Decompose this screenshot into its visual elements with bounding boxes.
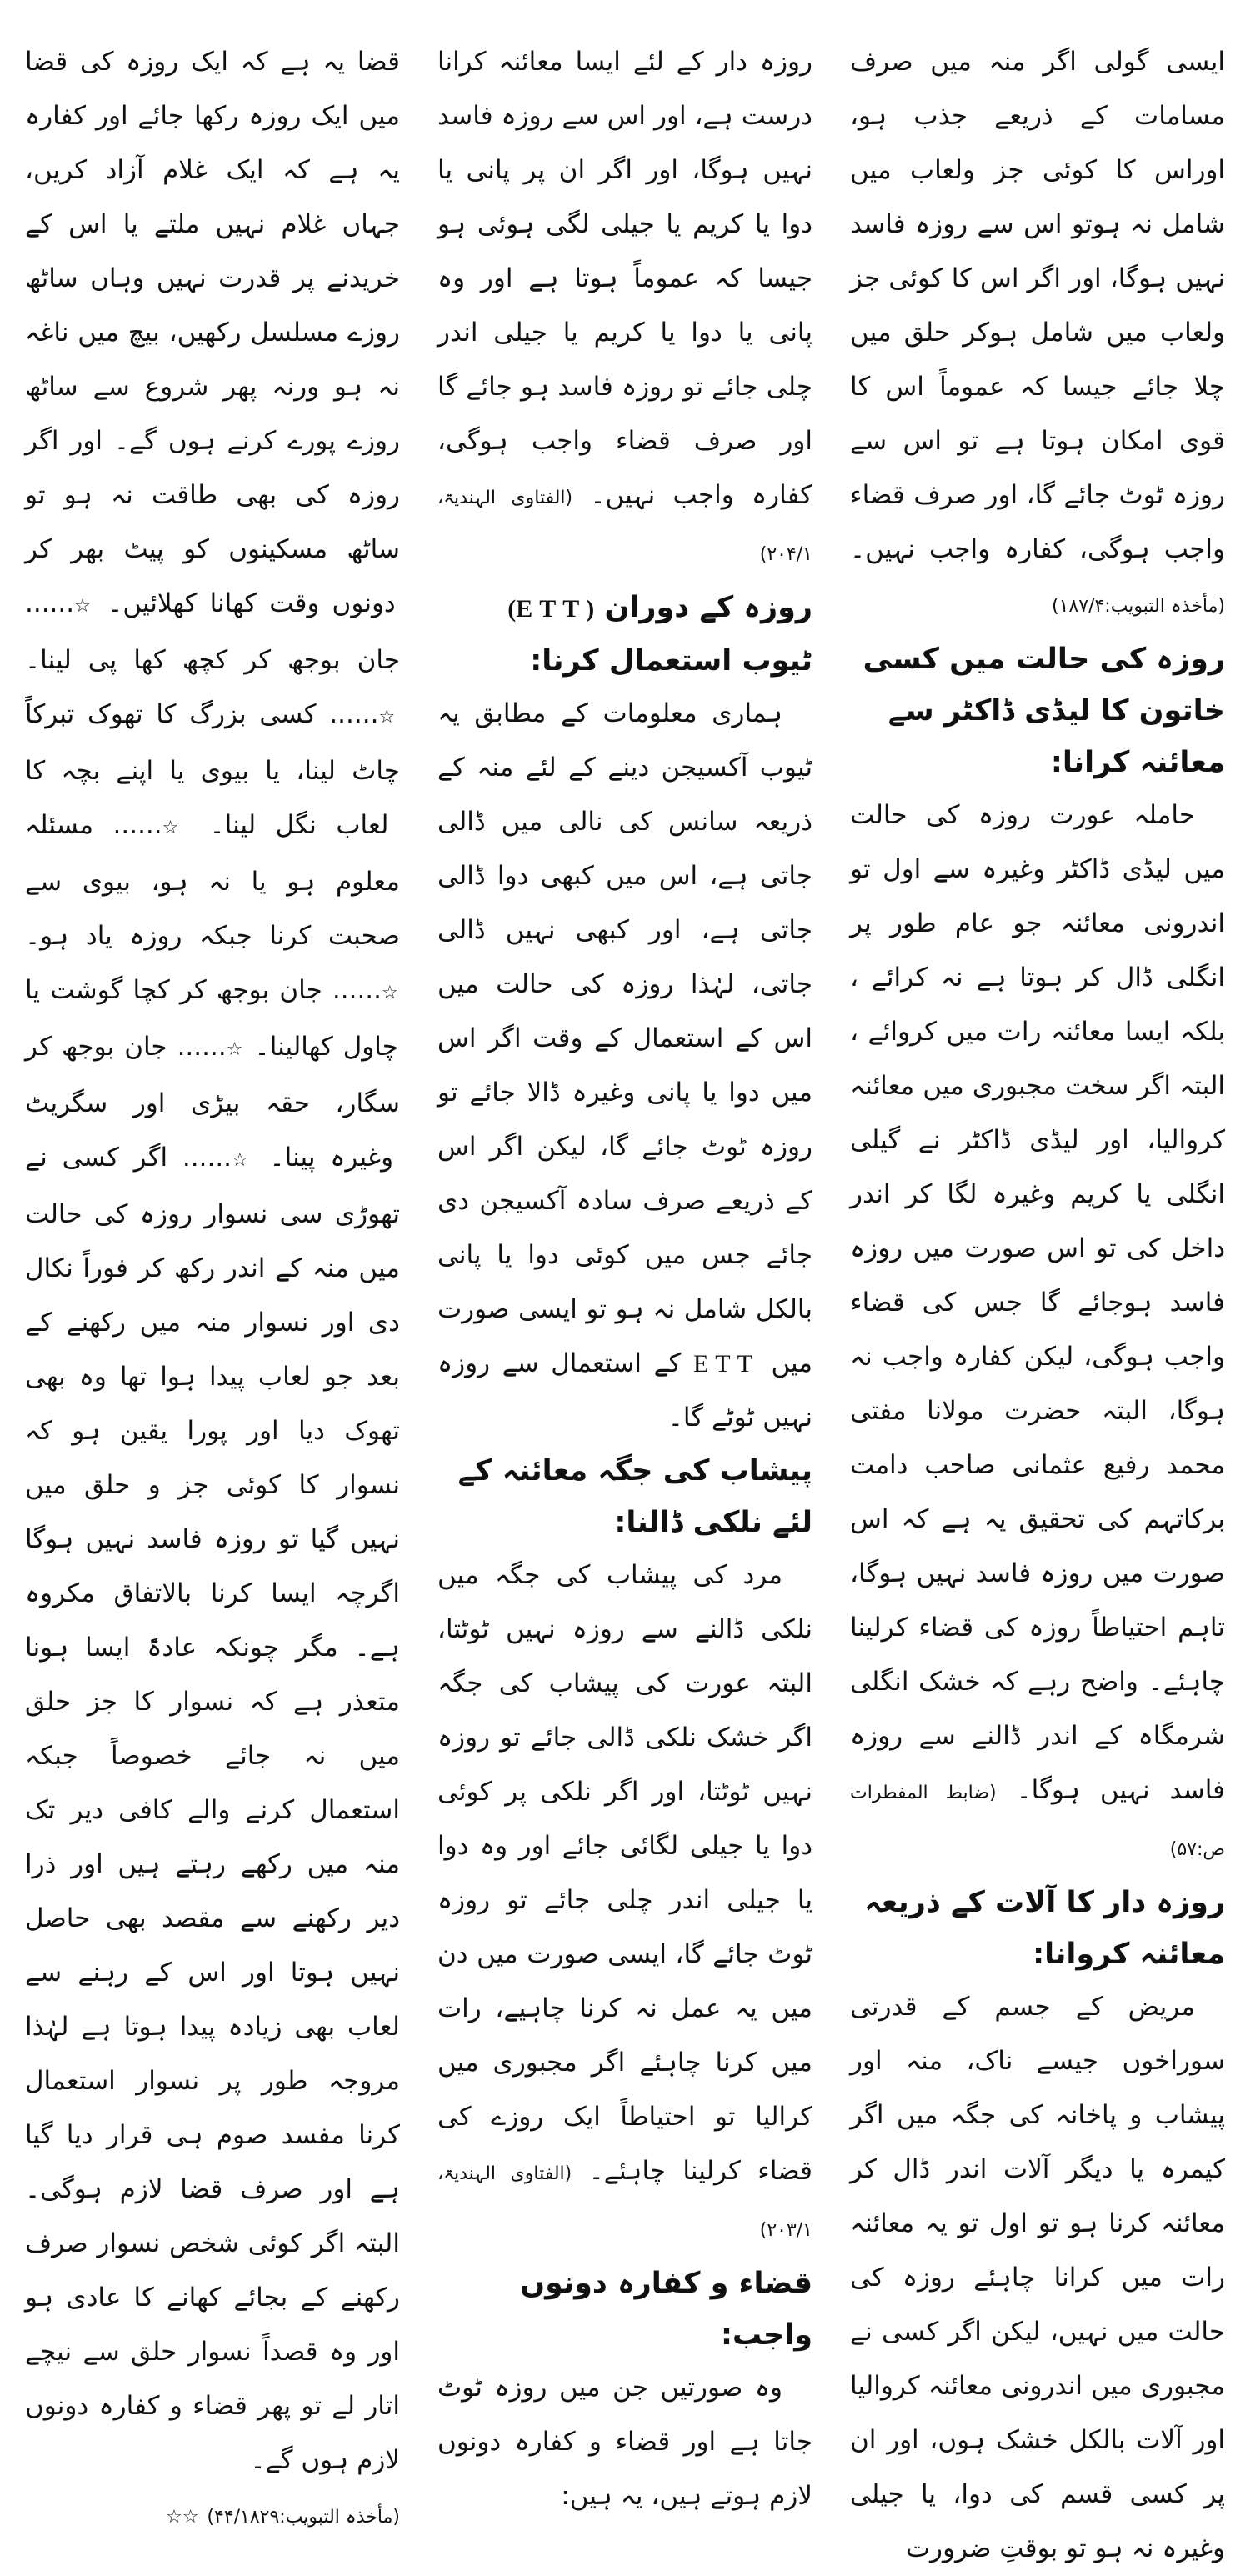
reference: (مأخذہ التبویب:۱۸۷/۴) xyxy=(1052,596,1225,617)
paragraph xyxy=(25,2488,400,2544)
section-heading xyxy=(438,582,812,687)
star-icon: ☆ xyxy=(226,1039,245,1060)
dots: ...... xyxy=(112,810,162,840)
right-column xyxy=(850,35,1226,2563)
list-item-text: مسئلہ معلوم ہو یا نہ ہو، بیوی سے صحبت کرنا جبکہ روزہ یاد ہو۔ xyxy=(25,810,400,951)
dots: ...... xyxy=(332,975,382,1005)
list-item-text: جان بوجھ کر کچا گوشت یا چاول کھالینا۔ xyxy=(25,975,398,1062)
paragraph xyxy=(25,35,400,2488)
paragraph xyxy=(438,2361,812,2523)
dots: ...... xyxy=(329,699,379,729)
star-icon: ☆ xyxy=(74,596,96,617)
list-item-text: اگر کسی نے تھوڑی سی نسوار روزہ کی حالت میں منہ کے اندر رکھ کر فوراً نکال دی اور نسوار منہ میں رکھنے کے بعد جو لعاب پیدا ہوا تھا وہ بھی تھوک دیا اور پورا یقین ہو کہ نسوار کا کوئی جز و حلق میں نہیں گیا تو روزہ فاسد نہیں ہوگا اگرچہ ایسا کرنا بالاتفاق مکروہ ہے۔ مگر چونکہ عادۃً ایسا ہونا متعذر ہے کہ نسوار کا جز حلق میں نہ جائے خصوصاً جبکہ استعمال کرنے والے کافی دیر تک منہ میں رکھے رہتے ہیں اور ذرا دیر رکھنے سے مقصد بھی حاصل نہیں ہوتا اور اس کے رہنے سے لعاب بھی زیادہ پیدا ہوتا ہے لہٰذا مروجہ طور پر نسوار استعمال کرنا مفسد صوم ہی قرار دیا گیا ہے اور صرف قضا لازم ہوگی۔ البتہ اگر کوئی شخص نسوار صرف رکھنے کے بجائے کھانے کا عادی ہو اور وہ قصداً نسوار حلق سے نیچے اتار لے تو پھر قضاء و کفارہ دونوں لازم ہوں گے۔ xyxy=(25,1143,400,2475)
paragraph-text: مریض کے جسم کے قدرتی سوراخوں جیسے ناک، منہ اور پیشاب و پاخانہ کی جگہ میں اگر کیمرہ یا دیگر آلات اندر ڈال کر معائنہ کرنا ہو تو اول تو یہ معائنہ رات میں کرانا چاہئے روزہ کی حالت میں نہیں، لیکن اگر کسی نے مجبوری میں اندرونی معائنہ کروالیا اور آلات بالکل خشک ہوں، اور ان پر کسی قسم کی دوا، یا جیلی وغیرہ نہ ہو تو بوقتِ ضرورت xyxy=(850,1992,1225,2563)
section-heading: قضاء و کفارہ دونوں واجب: xyxy=(520,2267,812,2352)
paragraph-text: کے استعمال سے روزہ نہیں ٹوٹے گا۔ xyxy=(438,1348,812,1433)
star-icon: ☆ xyxy=(182,2507,199,2528)
paragraph-text: روزہ دار کے لئے ایسا معائنہ کرانا درست ہے، اور اس سے روزہ فاسد نہیں ہوگا، اور اگر ان پر پانی یا دوا یا کریم یا جیلی لگی ہوئی ہو جیسا کہ عموماً ہوتا ہے اور وہ پانی یا دوا یا کریم یا جیلی اندر چلی جائے تو روزہ فاسد ہو جائے گا اور صرف قضاء واجب ہوگی، کفارہ واجب نہیں۔ xyxy=(438,47,813,510)
left-column xyxy=(25,35,401,2528)
paragraph xyxy=(850,788,1225,1877)
paragraph-text: قضا یہ ہے کہ ایک روزہ کی قضا میں ایک روزہ رکھا جائے اور کفارہ یہ ہے کہ ایک غلام آزاد کریں، جہاں غلام نہیں ملتے یا اس کے خریدنے پر قدرت نہیں وہاں ساٹھ روزے مسلسل رکھیں، بیچ میں ناغہ نہ ہو ورنہ پھر شروع سے ساٹھ روزے پورے کرنے ہوں گے۔ اور اگر روزہ کی بھی طاقت نہ ہو تو ساٹھ مسکینوں کو پیٹ بھر کر دونوں وقت کھانا کھلائیں۔ xyxy=(25,47,400,618)
paragraph xyxy=(850,35,1225,633)
star-icon: ☆ xyxy=(382,983,401,1003)
dots: ...... xyxy=(182,1143,232,1173)
paragraph xyxy=(438,35,812,582)
heading-abbreviation: (ETT) xyxy=(508,595,595,623)
section-heading: پیشاب کی جگہ معائنہ کے لئے نلکی ڈالنا: xyxy=(458,1454,812,1539)
paragraph-text: مرد کی پیشاب کی جگہ میں نلکی ڈالنے سے روزہ نہیں ٹوٹتا، البتہ عورت کی پیشاب کی جگہ اگر خشک نلکی ڈالی جائے تو روزہ نہیں ٹوٹتا، اور اگر نلکی پر کوئی دوا یا جیلی لگائی جائے اور وہ دوا یا جیلی اندر چلی جائے تو روزہ ٹوٹ جائے گا، ایسی صورت میں دن میں یہ عمل نہ کرنا چاہیے، رات میں کرنا چاہئے اگر مجبوری میں کرالیا تو احتیاطاً ایک روزے کی قضاء کرلینا چاہئے۔ xyxy=(438,1560,812,2186)
paragraph xyxy=(850,1980,1225,2576)
heading-text: ٹیوب استعمال کرنا: xyxy=(530,644,812,678)
star-icon: ☆ xyxy=(162,818,190,838)
middle-column xyxy=(438,35,813,2511)
reference: (مأخذہ التبویب:۴۴/۱۸۲۹) xyxy=(207,2507,400,2528)
paragraph xyxy=(438,1548,812,2258)
list-item-text: جان بوجھ کر کچھ کھا پی لینا۔ xyxy=(25,645,400,675)
dots: ...... xyxy=(177,1032,227,1062)
list-item-text: کسی بزرگ کا تھوک تبرکاً چاٹ لینا، یا بیوی یا اپنے بچہ کا لعاب نگل لینا۔ xyxy=(25,699,400,840)
section-heading: روزہ کی حالت میں کسی خاتون کا لیڈی ڈاکٹر سے معائنہ کرانا: xyxy=(862,643,1225,779)
section-heading: روزہ دار کا آلات کے ذریعہ معائنہ کروانا: xyxy=(864,1886,1225,1971)
paragraph-text: ایسی گولی اگر منہ میں صرف مسامات کے ذریعے جذب ہو، اوراس کا کوئی جز ولعاب میں شامل نہ ہوتو اس سے روزہ فاسد نہیں ہوگا، اور اگر اس کا کوئی جز ولعاب میں شامل ہوکر حلق میں چلا جائے جیسا کہ عموماً اس کا قوی امکان ہوتا ہے تو اس سے روزہ ٹوٹ جائے گا، اور صرف قضاء واجب ہوگی، کفارہ واجب نہیں۔ xyxy=(850,47,1225,564)
star-icon: ☆ xyxy=(378,707,400,728)
star-icon: ☆ xyxy=(232,1150,255,1171)
list-item-text: جان بوجھ کر سگار، حقہ بیڑی اور سگریٹ وغیرہ پینا۔ xyxy=(25,1032,400,1173)
paragraph-text: حاملہ عورت روزہ کی حالت میں لیڈی ڈاکٹر وغیرہ سے اول تو اندرونی معائنہ جو عام طور پر انگلی ڈال کر ہوتا ہے نہ کرائے ، بلکہ ایسا معائنہ رات میں کروائے ، البتہ اگر سخت مجبوری میں معائنہ کروالیا، اور لیڈی ڈاکٹر نے گیلی انگلی یا کریم وغیرہ لگا کر اندر داخل کی تو اس صورت میں روزہ فاسد ہوجائے گا جس کی قضاء واجب ہوگی، لیکن کفارہ واجب نہ ہوگا، البتہ حضرت مولانا مفتی محمد رفیع عثمانی صاحب دامت برکاتہم کی تحقیق یہ ہے کہ اس صورت میں روزہ فاسد نہیں ہوگا، تاہم احتیاطاً روزہ کی قضاء کرلینا چاہئے۔ واضح رہے کہ خشک انگلی شرمگاہ کے اندر ڈالنے سے روزہ فاسد نہیں ہوگا۔ xyxy=(850,800,1226,1805)
heading-text: روزہ کے دوران xyxy=(604,591,812,624)
reference: (الفتاوی الہندیۃ، ۲۰۴/۱) xyxy=(438,488,812,565)
reference: (الفتاوی الہندیۃ، ۲۰۳/۱) xyxy=(438,2163,812,2241)
star-icon: ☆ xyxy=(166,2507,182,2528)
paragraph xyxy=(438,687,812,1445)
dots: ...... xyxy=(25,588,75,618)
paragraph-text: وہ صورتیں جن میں روزہ ٹوٹ جاتا ہے اور قضاء و کفارہ دونوں لازم ہوتے ہیں، یہ ہیں: xyxy=(438,2373,812,2511)
reference: (ضابط المفطرات ص:۵۷) xyxy=(850,1783,1225,1860)
paragraph-text: ہماری معلومات کے مطابق یہ ٹیوب آکسیجن دینے کے لئے منہ کے ذریعہ سانس کی نالی میں ڈالی جاتی ہے، اس میں کبھی دوا ڈالی جاتی ہے، اور کبھی نہیں ڈالی جاتی، لہٰذا روزہ کی حالت میں اس کے استعمال کے وقت اگر اس میں دوا یا پانی وغیرہ ڈالا جائے تو روزہ ٹوٹ جائے گا، لیکن اگر اس کے ذریعے صرف سادہ آکسیجن دی جائے جس میں کوئی دوا یا پانی بالکل شامل نہ ہو تو ایسی صورت میں xyxy=(438,698,813,1378)
abbreviation: ETT xyxy=(692,1350,759,1378)
